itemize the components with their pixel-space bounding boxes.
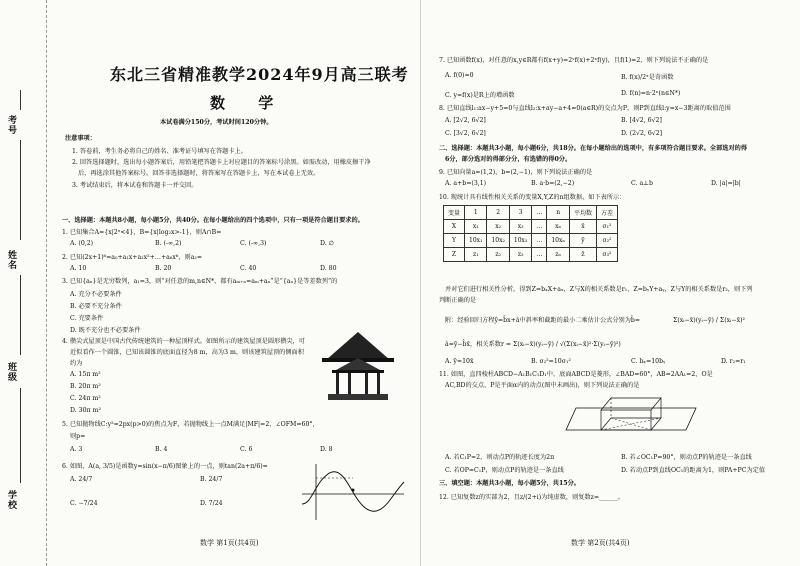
table-cell: 10x₂ [487, 234, 509, 248]
section-2-heading: 二、选择题：本题共3小题，每小题6分，共18分。在每小题给出的选项中，有多项符合题目要求。全部选对的得 [439, 145, 748, 152]
notice-2b: 后，再选涂其他答案标号。回答非选择题时，将答案写在答题卡上，写在本试卷上无效。 [78, 170, 320, 177]
q3-option-a: A. 充分不必要条件 [70, 291, 122, 298]
q11-option-b: B. 若∠OC₁P=90°，则动点P的轨迹是一条直线 [621, 454, 752, 461]
pavilion-figure [318, 330, 398, 405]
notice-3: 3. 考试结束后，将本试卷和答题卡一并交回。 [72, 182, 198, 189]
label-exam-number: 考号 [6, 115, 16, 135]
table-cell: x₂ [487, 220, 509, 234]
q7-option-b: B. f(x)/2ˣ是奇函数 [621, 74, 674, 81]
q11-option-d: D. 若动点P到直线OC₁的距离为1，则PA+PC为定值 [621, 467, 766, 474]
table-cell: 10xₙ [547, 234, 570, 248]
q10-option-d: D. r₂=r₁ [721, 358, 746, 365]
q7: 7. 已知函数f(x)，对任意的x,y∈R都有f(x+y)=2ʸf(x)+2ˣf(y)，且f(1)=2，则下列说法不正确的是 [439, 57, 709, 64]
formula-intro: 附：经验回归方程ŷ=b̂x+â中斜率和截距的最小二乘估计公式分别为b̂= [445, 317, 641, 324]
table-cell: zₙ [547, 248, 570, 262]
table-cell: … [532, 220, 547, 234]
table-cell: σ₂² [596, 234, 617, 248]
table-cell: Z [444, 248, 465, 262]
table-row [444, 234, 618, 248]
table-row [444, 206, 618, 220]
q1: 1. 已知集合A={x|2ˣ<4}，B={x|log₂x>-1}，则A∩B= [62, 229, 222, 236]
table-cell: σ₁² [596, 220, 617, 234]
label-name: 姓名 [6, 250, 16, 270]
table-cell: … [532, 234, 547, 248]
table-cell: σ₃² [596, 248, 617, 262]
table-cell: 平均数 [569, 206, 596, 220]
q5-line1: 5. 已知抛物线C:y²=2px(p>0)的焦点为F，若抛物线上一点M满足|MF|=2，∠OFM=60°， [62, 421, 319, 428]
q2-option-a: A. 10 [70, 265, 87, 272]
page-2-footer: 数学 第2页(共4页) [571, 539, 630, 547]
q10-option-b: B. σ₂²=10σ₁² [531, 358, 571, 365]
notice-heading: 注意事项： [65, 135, 96, 142]
q3-option-c: C. 充要条件 [70, 315, 104, 322]
q9-option-d: D. |a|=|b| [711, 180, 741, 187]
table-cell: x̄ [569, 220, 596, 234]
q11-option-c: C. 若OP=C₁P，则动点P的轨迹是一条直线 [445, 467, 564, 474]
table-cell: X [444, 220, 465, 234]
q11-option-a: A. 若C₁P=2，则动点P的轨迹长度为2π [445, 454, 555, 461]
q4-option-c: C. 24π m² [70, 395, 101, 402]
section-2-heading-cont: 6分，部分选对的得部分分，有选错的得0分。 [445, 156, 572, 163]
q7-option-d: D. f(n)=n·2ⁿ(n∈N*) [621, 90, 681, 97]
q9-option-c: C. a⊥b [631, 180, 653, 187]
q5-option-a: A. 3 [70, 446, 83, 453]
q3-option-d: D. 既不充分也不必要条件 [70, 327, 141, 334]
q4-option-d: D. 30π m² [70, 407, 101, 414]
table-cell: 3 [509, 206, 531, 220]
data-table [443, 205, 618, 262]
table-cell: xₙ [547, 220, 570, 234]
table-cell: z₂ [487, 248, 509, 262]
q10-text-1: 并对它们进行相关性分析，得到Z=bₓX+aₓ，Z与X的相关系数是r₁，Z=bᵧY+aᵧ，Z与Y的相关系数是r₂，则下列 [445, 286, 753, 293]
q1-option-a: A. (0,2) [70, 240, 94, 247]
q10-option-a: A. ȳ=10x̄ [445, 358, 474, 365]
q4-line1: 4. 攒尖式屋顶是中国古代传统建筑的一种屋顶样式。如图所示的建筑屋顶是圆形攒尖，可 [62, 338, 305, 345]
q10-text-2: 判断正确的是 [439, 297, 477, 304]
q10-option-c: C. bₓ=10bᵧ [631, 358, 666, 365]
q8-option-d: D. (2√2, 6√2] [621, 130, 663, 137]
page-2 [420, 0, 800, 566]
formula-b: Σ(xᵢ−x̄)(yᵢ−ȳ) / Σ(xᵢ−x̄)² [673, 317, 745, 324]
q11-line2: AC,BD的交点，P是平面α内的动点(图中未画出)，则下列说法正确的是 [445, 382, 640, 389]
q11-line1: 11. 如图，直四棱柱ABCD−A₁B₁C₁D₁中，底面ABCD是菱形，∠BAD=60°，AB=2AA₁=2，O是 [439, 371, 713, 378]
table-cell: 10x₃ [509, 234, 531, 248]
exam-title: 东北三省精准教学2024年9月高三联考 [110, 65, 409, 84]
q10: 10. 现统计具有线性相关关系的变量X,Y,Z的n组数据，如下表所示： [439, 194, 626, 201]
subject-title: 数 学 [210, 94, 288, 112]
label-class: 班级 [6, 362, 16, 382]
section-3-heading: 三、填空题：本题共3小题，每小题5分，共15分。 [439, 480, 580, 487]
q4-option-b: B. 20π m² [70, 383, 101, 390]
q6-option-a: A. 24/7 [70, 476, 93, 483]
table-cell: n [547, 206, 570, 220]
q6-option-d: D. 7/24 [200, 500, 223, 507]
q3: 3. 已知{aₙ}是无穷数列，a₁=3，则“对任意的m,n∈N*，都有aₘ₊ₙ=aₘ+aₙ”是“{aₙ}是等差数列”的 [62, 278, 338, 285]
q1-option-d: D. ∅ [320, 240, 335, 247]
q5-option-b: B. 4 [155, 446, 168, 453]
q5-line2: 则p= [70, 433, 86, 440]
q2-option-c: C. 40 [240, 265, 257, 272]
table-cell: … [532, 248, 547, 262]
formula-r: â=ȳ−b̂x̄，相关系数r = Σ(xᵢ−x̄)(yᵢ−ȳ) / √(Σ(xᵢ−x̄)²·Σ(yᵢ−ȳ)²) [445, 341, 621, 348]
prism-figure [561, 390, 701, 450]
q9: 9. 已知向量a=(1,2)，b=(2,−1)，则下列说法正确的是 [439, 169, 593, 176]
q1-option-c: C. (-∞,3) [240, 240, 267, 247]
q6-option-c: C. −7/24 [70, 500, 98, 507]
q7-option-c: C. y=f(x)是R上的增函数 [445, 92, 515, 99]
table-cell: x₁ [465, 220, 487, 234]
q5-option-c: C. 6 [240, 446, 253, 453]
table-cell: z̄ [569, 248, 596, 262]
table-cell: 1 [465, 206, 487, 220]
q8-option-c: C. [3√2, 6√2] [445, 130, 486, 137]
table-cell: x₃ [509, 220, 531, 234]
q9-option-b: B. a·b=(2,−2) [531, 180, 575, 187]
q8-option-a: A. [2√2, 6√2] [445, 117, 486, 124]
q2-option-b: B. 20 [155, 265, 172, 272]
q4-line3: 约为 [70, 360, 83, 367]
notice-2: 2. 回答选择题时，选出每小题答案后，用铅笔把答题卡上对应题目的答案标号涂黑。如需改动，用橡皮擦干净 [72, 159, 371, 166]
page-1-footer: 数学 第1页(共4页) [200, 539, 259, 547]
table-cell: 10x₁ [465, 234, 487, 248]
table-cell: 方差 [596, 206, 617, 220]
table-cell: … [532, 206, 547, 220]
q12: 12. 已知复数z的实部为2，且z/(2+i)为纯虚数，则复数z=______。 [439, 494, 624, 501]
section-1-heading: 一、选择题：本题共8小题，每小题5分，共40分。在每小题给出的四个选项中，只有一项是符合题目要求的。 [62, 217, 364, 224]
q4-option-a: A. 15π m² [70, 371, 101, 378]
table-cell: z₁ [465, 248, 487, 262]
table-row [444, 220, 618, 234]
q3-option-b: B. 必要不充分条件 [70, 303, 122, 310]
sine-graph-figure [298, 460, 408, 522]
q6-option-b: B. 24/7 [200, 476, 223, 483]
binding-margin [0, 0, 47, 566]
notice-1: 1. 答卷前，考生务必将自己的姓名、准考证号填写在答题卡上。 [72, 148, 247, 155]
table-cell: z₃ [509, 248, 531, 262]
table-cell: 变量 [444, 206, 465, 220]
q6: 6. 如图，A(a, 3/5)是函数y=sin(x−π/6)图象上的一点，则tan(2a+π/6)= [62, 463, 268, 470]
table-cell: 2 [487, 206, 509, 220]
exam-info: 本试卷满分150分，考试时间120分钟。 [160, 119, 273, 126]
q2: 2. 已知(2x+1)⁶=a₀+a₁x+a₂x²+…+a₆x⁶，则a₂= [62, 254, 203, 261]
q2-option-d: D. 80 [320, 265, 337, 272]
table-cell: Y [444, 234, 465, 248]
q5-option-d: D. 8 [320, 446, 333, 453]
table-cell: ȳ [569, 234, 596, 248]
q1-option-b: B. (-∞,2) [155, 240, 182, 247]
q4-line2: 近似看作一个圆锥，已知该圆锥的底面直径为8 m，高为3 m，则该建筑屋顶的侧面积 [70, 349, 304, 356]
table-row [444, 248, 618, 262]
q7-option-a: A. f(0)=0 [445, 72, 474, 79]
q9-option-a: A. a+b=(3,1) [445, 180, 487, 187]
q8: 8. 已知直线l₁:ax−y+5=0与直线l₂:x+ay−a+4=0(a∈R)的交点为P，则P到直线l:y=x−3距离的取值范围 [439, 105, 731, 112]
label-school: 学校 [6, 490, 16, 510]
q8-option-b: B. [4√2, 6√2] [621, 117, 662, 124]
